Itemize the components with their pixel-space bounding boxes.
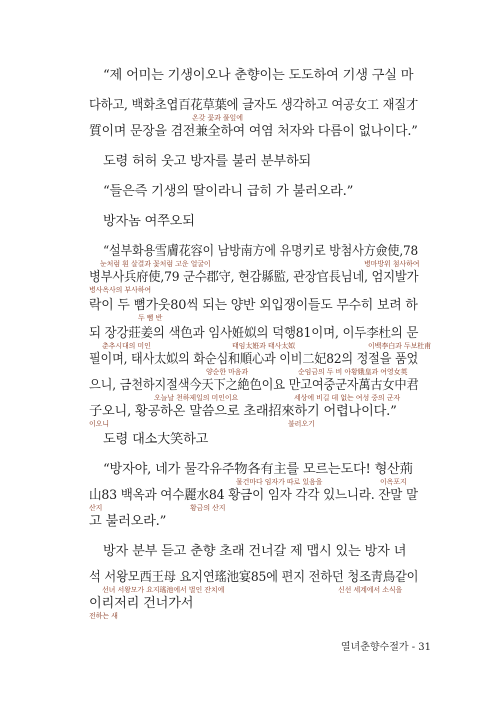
gloss: 불러오기 [288, 420, 315, 428]
text-line: 병부사兵府使,79 군수郡守, 현감縣監, 관장官長님네, 엄지발가 [89, 270, 419, 285]
text-line: “방자야, 네가 물각유주物各有主를 모르는도다! 형산荊 [103, 462, 413, 477]
gloss: 이오니 [89, 420, 109, 428]
text-line: 으니, 금천하지절색今天下之絶色이요 만고여중군자萬古女中君 [89, 378, 419, 393]
text-line: 석 서왕모西王母 요지연瑤池宴85에 편지 전하던 청조靑鳥같이 [89, 570, 419, 585]
text-line: 質이며 문장을 겸전兼全하여 여염 처자와 다름이 없나이다.” [89, 124, 418, 139]
gloss: 물건마다 임자가 따로 있음을 [236, 478, 323, 486]
text-line: 방자 분부 듣고 춘향 초래 건너갈 제 맵시 있는 방자 녀 [103, 544, 407, 559]
footer-separator: - [411, 642, 419, 653]
text-line: 고 불러오라.” [89, 514, 167, 529]
gloss: 세상에 비길 데 없는 여성 중의 군자 [294, 394, 401, 402]
text-line: “설부화용雪膚花容이 남방南方에 유명키로 방첨사方僉使,78 [103, 244, 418, 259]
text-line: 子오니, 황공하온 말씀으로 초래招來하기 어렵나이다.” [89, 404, 397, 419]
text-line: “들은즉 기생의 딸이라니 급히 가 불러오라.” [103, 184, 354, 199]
gloss: 온갖 꽃과 풀잎에 [192, 114, 243, 122]
gloss: 순임금의 두 비 아황娥皇과 여영女英 [298, 368, 408, 376]
page-footer [341, 638, 431, 653]
text-line: 방자놈 여쭈오되 [103, 214, 195, 229]
gloss: 두 뼘 반 [138, 314, 163, 322]
text-line: 도령 허허 웃고 방자를 불러 분부하되 [103, 154, 312, 169]
text-line: “제 어미는 기생이오나 춘향이는 도도하여 기생 구실 마 [103, 68, 414, 83]
text-line: 되 장강莊姜의 색色과 임사姙姒의 덕행81이며, 이두李杜의 문 [89, 326, 419, 341]
gloss: 춘추시대의 미인 [102, 342, 151, 350]
gloss: 산지 [89, 504, 103, 512]
gloss: 태임太姙과 태사太姒 [232, 342, 296, 350]
gloss: 전하는 새 [89, 612, 118, 620]
gloss: 이백李白과 두보杜甫 [368, 342, 432, 350]
gloss: 오늘날 천하제일의 미인이요 [154, 394, 239, 402]
page-number: 31 [418, 642, 431, 653]
running-title: 열녀춘향수절가 [340, 642, 409, 653]
text-line: 이리저리 건너가서 [89, 596, 194, 611]
gloss: 병마방위 첨사하여 [364, 260, 420, 268]
gloss: 황금의 산지 [190, 504, 226, 512]
text-line: 山83 백옥과 여수麗水84 황금이 임자 각각 있느니라. 잔말 말 [89, 488, 418, 503]
gloss: 눈처럼 흰 살결과 꽃처럼 고운 얼굴이 [100, 260, 211, 268]
gloss: 신선 세계에서 소식을 [338, 586, 403, 594]
gloss: 양순한 마음과 [206, 368, 249, 376]
text-line: 락이 두 뼘가웃80씩 되는 양반 외입쟁이들도 무수히 보려 하 [89, 298, 418, 313]
text-line: 필이며, 태사太姒의 화순심和順心과 이비二妃82의 정절을 품었 [89, 352, 419, 367]
gloss: 이옥포지 [380, 478, 407, 486]
text-line: 다하고, 백화초엽百花草葉에 글자도 생각하고 여공女工 재질才 [89, 98, 419, 113]
gloss: 병사옥사의 부사하여 [89, 286, 152, 294]
gloss: 선녀 서왕모가 요지瑤池에서 벌인 잔치에 [102, 586, 225, 594]
text-line: 도령 대소大笑하고 [103, 432, 209, 447]
